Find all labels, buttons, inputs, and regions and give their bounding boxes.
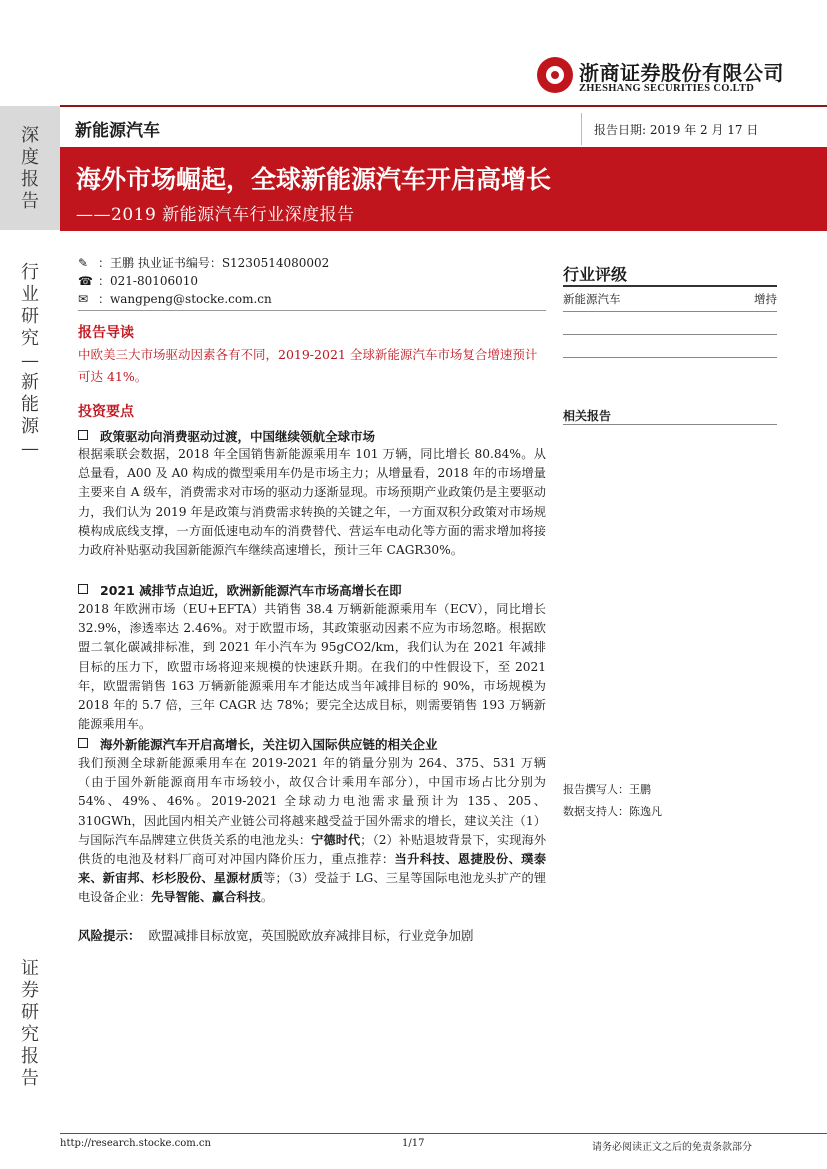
checkbox-bullet-icon: [78, 430, 88, 440]
envelope-icon: ✉: [78, 292, 89, 306]
footer-rule: [60, 1133, 827, 1134]
rating-rule: [563, 285, 777, 287]
analyst-name-row: ✎ ：王鹏 执业证书编号：S1230514080002: [78, 256, 330, 270]
report-writer: 报告撰写人：王鹏: [563, 783, 651, 796]
risk-label: 风险提示：: [78, 928, 141, 943]
rating-divider: [563, 334, 777, 335]
points-heading: 投资要点: [78, 404, 134, 420]
side-label-middle: 行业研究—新能源—: [21, 262, 39, 459]
data-support: 数据支持人：陈逸凡: [563, 805, 662, 818]
bullet-2-text: 2018 年欧洲市场（EU+EFTA）共销售 38.4 万辆新能源乘用车（ECV），同比增长 32.9%，渗透率达 2.46%。对于欧盟市场，其政策驱动因素不应为市场忽略。根据欧盟二氧化碳减排标准，到 2021 年小汽车为 95gCO2/km，我们认为在 2021 年减排目标的压力下，欧盟市场将迎来规模的快速跃升期。在我们的中性假设下，至 2021 年，欧盟需销售 163 万辆新能源乘用车才能达成当年减排目标的 90%，市场规模为 2018 年的 5.7 倍，三年 CAGR 达 78%；要完全达成目标，则需要销售 193 万辆新能源乘用车。: [78, 602, 546, 732]
analyst-phone-row: ☎ ：021-80106010: [78, 274, 199, 288]
rating-heading: 行业评级: [563, 265, 628, 284]
bullet-3-text: 我们预测全球新能源乘用车在 2019-2021 年的销量分别为 264、375、531 万辆（由于国外新能源商用车市场较小，故仅合计乘用车部分），中国市场占比分别为 54%、49%、46%。2019-2021 全球动力电池需求量预计为 135、205、310GWh，因此国内相关产业链公司将越来越受益于国外需求的增长，建议关注（1）与国际汽车品牌建立供货关系的电池龙头：宁德时代；（2）补贴退坡背景下，实现海外供货的电池及材料厂商可对冲国内降价压力，重点推荐：当升科技、恩捷股份、璞泰来、新宙邦、杉杉股份、星源材质等；（3）受益于 LG、三星等国际电池龙头扩产的锂电设备企业：先导智能、赢合科技。: [78, 756, 547, 905]
pen-icon: ✎: [78, 256, 89, 270]
side-label-bottom: 证券研究报告: [21, 958, 39, 1089]
bullet-3-title: 海外新能源汽车开启高增长，关注切入国际供应链的相关企业: [78, 735, 438, 753]
rating-value: 增持: [754, 292, 777, 306]
bullet-1-title: 政策驱动向消费驱动过渡，中国继续领航全球市场: [78, 427, 375, 445]
report-title: 海外市场崛起，全球新能源汽车开启高增长: [76, 165, 552, 194]
footer-disclaimer: 请务必阅读正文之后的免责条款部分: [592, 1142, 752, 1153]
bullet-1-text: 根据乘联会数据，2018 年全国销售新能源乘用车 101 万辆，同比增长 80.84%。从总量看，A00 及 A0 构成的微型乘用车仍是市场主力；从增量看，2018 年的市场增量主要来自 A 级车，消费需求对市场的驱动力逐渐显现。市场预期产业政策仍是主要驱动力，我们认为 2019 年是政策与消费需求转换的关键之年，一方面双积分政策对市场规模构成底线支撑，一方面低速电动车的消费替代、营运车电动化等方面的需求增加将接力政府补贴驱动我国新能源汽车继续高速增长，预计三年 CAGR30%。: [78, 447, 546, 558]
report-subtitle: ——2019 新能源汽车行业深度报告: [76, 205, 355, 225]
side-label-top: 深度报告: [21, 125, 39, 212]
risk-text: 欧盟减排目标放宽，英国脱欧放弃减排目标，行业竞争加剧: [148, 928, 474, 943]
guide-heading: 报告导读: [78, 325, 134, 341]
rating-row: 新能源汽车 增持: [563, 292, 777, 306]
company-logo-icon: [537, 57, 573, 93]
report-category: 新能源汽车: [75, 121, 160, 141]
report-date: 报告日期: 2019 年 2 月 17 日: [594, 123, 759, 137]
company-name-en: ZHESHANG SECURITIES CO.LTD: [579, 83, 755, 94]
guide-text: 中欧美三大市场驱动因素各有不同，2019-2021 全球新能源汽车市场复合增速预计可达 41%。: [78, 347, 538, 384]
analyst-email-row: ✉ ：wangpeng@stocke.com.cn: [78, 292, 272, 306]
page-number: 1/17: [402, 1138, 425, 1149]
rating-divider: [563, 357, 777, 358]
related-reports-heading: 相关报告: [563, 409, 612, 423]
checkbox-bullet-icon: [78, 584, 88, 594]
header-rule: [60, 105, 827, 107]
bullet-2-title: 2021 减排节点迫近，欧洲新能源汽车市场高增长在即: [78, 581, 402, 599]
analyst-rule: [78, 310, 546, 311]
related-rule: [563, 424, 777, 425]
phone-icon: ☎: [78, 274, 93, 288]
footer-url[interactable]: http://research.stocke.com.cn: [60, 1138, 211, 1149]
company-name-cn: 浙商证券股份有限公司: [579, 61, 784, 85]
rating-divider: [563, 311, 777, 312]
checkbox-bullet-icon: [78, 738, 88, 748]
risk-note: [78, 926, 473, 944]
